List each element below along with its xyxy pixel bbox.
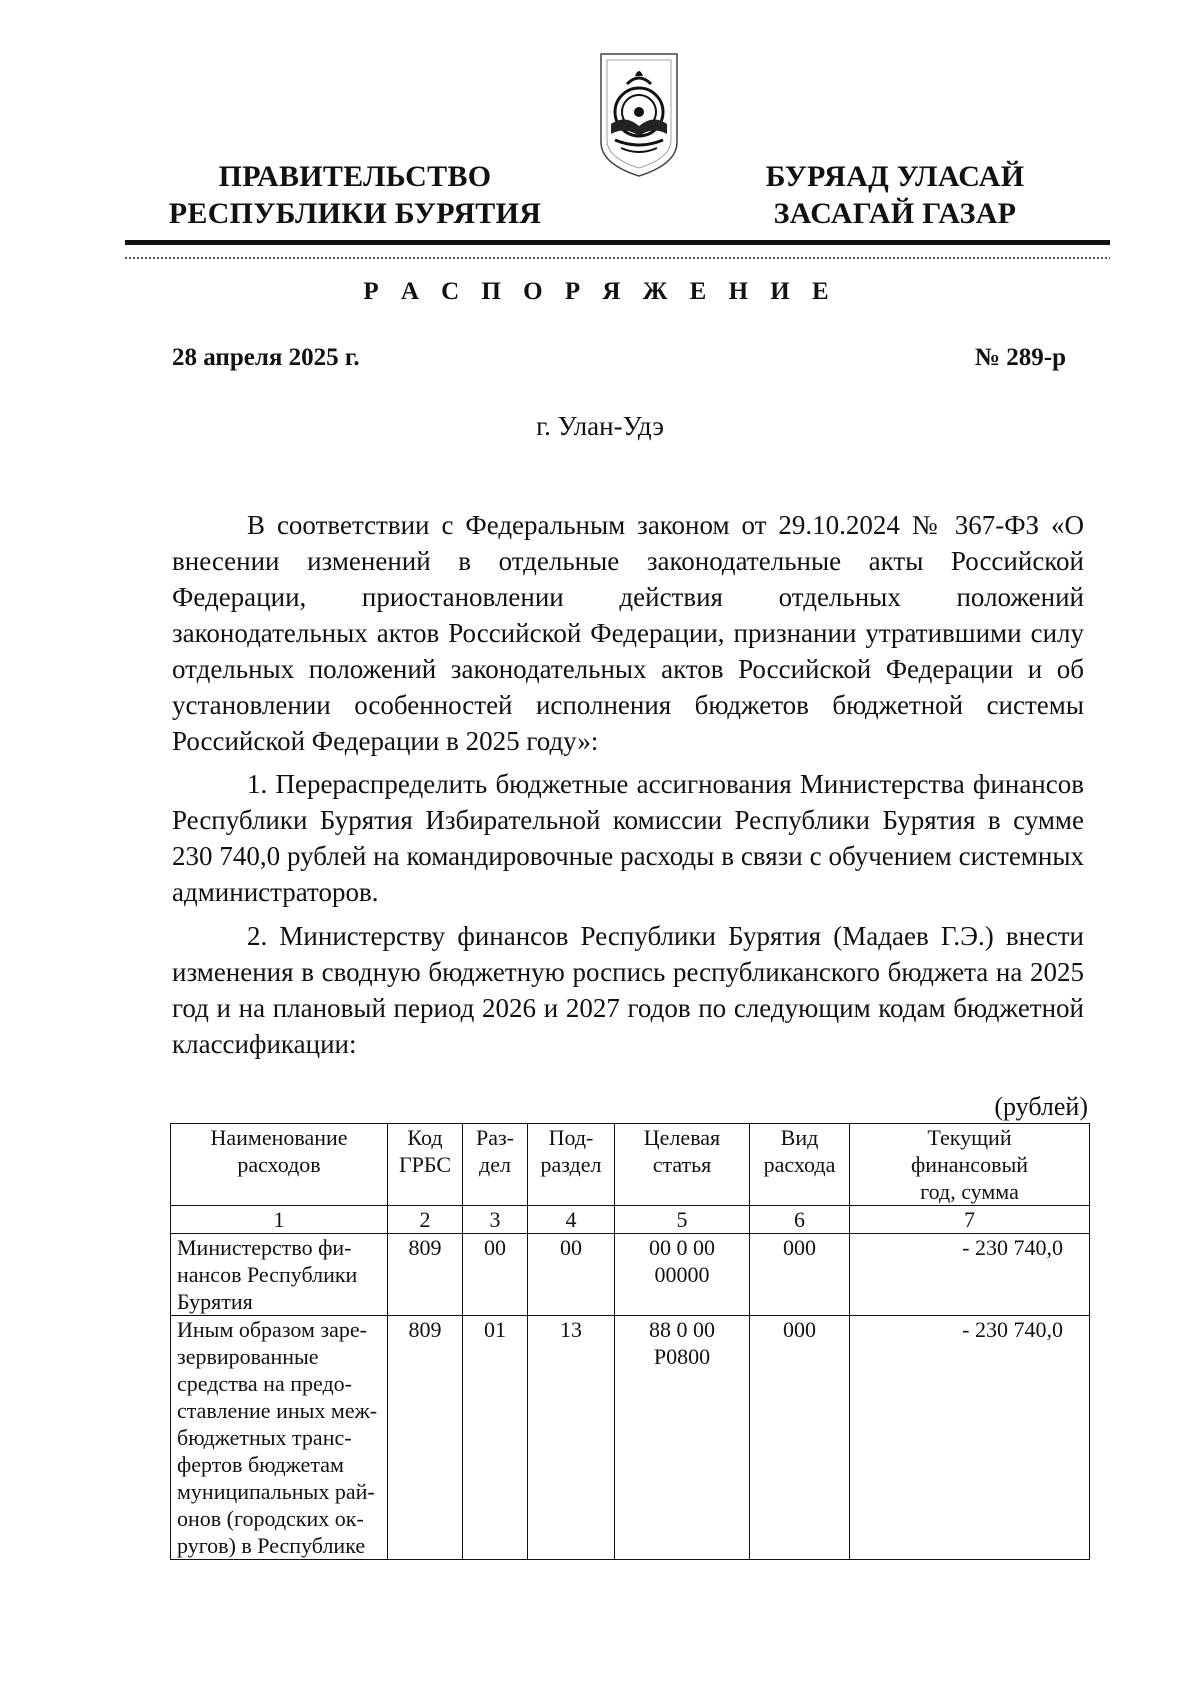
clause-2-paragraph: 2. Министерству финансов Республики Бурятия (Мадаев Г.Э.) внести изменения в сводную бюджетную роспись республиканского бюджета на 2025 год и на плановый период 2026 и 2027 годов по следующим кодам бюджетной классификации: (172, 921, 1084, 1059)
col-num-2: 2 (388, 1206, 463, 1234)
government-name-buryat (735, 158, 1055, 232)
preamble-paragraph: В соответствии с Федеральным законом от 29.10.2024 № 367-ФЗ «О внесении изменений в отдельные законодательные акты Российской Федерации, приостановлении действия отдельных положений законодательных актов Российской Федерации, признании утратившими силу отдельных положений законодательных актов Российской Федерации и об установлении особенностей исполнения бюджетов бюджетной системы Российской Федерации в 2025 году»: (172, 510, 1084, 756)
col-num-3: 3 (463, 1206, 528, 1234)
column-number-row (171, 1206, 1090, 1234)
row-type: 000 (750, 1316, 850, 1560)
row-amount: - 230 740,0 (850, 1316, 1090, 1560)
gov-left-line2: РЕСПУБЛИКИ БУРЯТИЯ (168, 197, 542, 230)
header-section: Раз- дел (463, 1124, 528, 1206)
table-row (171, 1316, 1090, 1560)
clause-1-paragraph: 1. Перераспределить бюджетные ассигнования Министерства финансов Республики Бурятия Избирательной комиссии Республики Бурятия в сумме 230 740,0 рублей на командировочные расходы в связи с обучением системных администраторов. (172, 769, 1084, 907)
col-num-1: 1 (171, 1206, 388, 1234)
document-date: 28 апреля 2025 г. (172, 344, 360, 371)
row-amount: - 230 740,0 (850, 1234, 1090, 1316)
coat-of-arms-icon (597, 50, 681, 178)
header-amount: Текущий финансовый год, сумма (850, 1124, 1090, 1206)
row-section: 01 (463, 1316, 528, 1560)
government-name-russian (165, 158, 545, 232)
header-subsection: Под- раздел (528, 1124, 615, 1206)
row-grbs: 809 (388, 1234, 463, 1316)
table-header-row (171, 1124, 1090, 1206)
row-grbs: 809 (388, 1316, 463, 1560)
col-num-7: 7 (850, 1206, 1090, 1234)
document-type: Р А С П О Р Я Ж Е Н И Е (363, 278, 837, 305)
col-num-5: 5 (615, 1206, 750, 1234)
document-city: г. Улан-Удэ (536, 411, 664, 441)
row-name: Министерство фи- нансов Республики Бурятия (171, 1234, 388, 1316)
row-type: 000 (750, 1234, 850, 1316)
document-number: № 289-р (974, 344, 1066, 371)
row-target: 88 0 00 Р0800 (615, 1316, 750, 1560)
header-rule-thin (125, 257, 1110, 259)
row-subsection: 13 (528, 1316, 615, 1560)
table-unit: (рублей) (994, 1092, 1088, 1121)
gov-left-line1: ПРАВИТЕЛЬСТВО (218, 160, 492, 193)
gov-right-line1: БУРЯАД УЛАСАЙ (765, 160, 1025, 193)
row-name: Иным образом заре- зервированные средства на предо- ставление иных меж- бюджетных транс- фертов бюджетам муниципальных рай- онов (городских ок- ругов) в Республике (171, 1316, 388, 1560)
header-target: Целевая статья (615, 1124, 750, 1206)
gov-right-line2: ЗАСАГАЙ ГАЗАР (773, 197, 1017, 230)
header-name: Наименование расходов (171, 1124, 388, 1206)
table-row (171, 1234, 1090, 1316)
col-num-6: 6 (750, 1206, 850, 1234)
header-rule-thick (125, 240, 1110, 245)
row-section: 00 (463, 1234, 528, 1316)
header-grbs: Код ГРБС (388, 1124, 463, 1206)
header-type: Вид расхода (750, 1124, 850, 1206)
col-num-4: 4 (528, 1206, 615, 1234)
row-target: 00 0 00 00000 (615, 1234, 750, 1316)
budget-table (170, 1123, 1090, 1560)
row-subsection: 00 (528, 1234, 615, 1316)
